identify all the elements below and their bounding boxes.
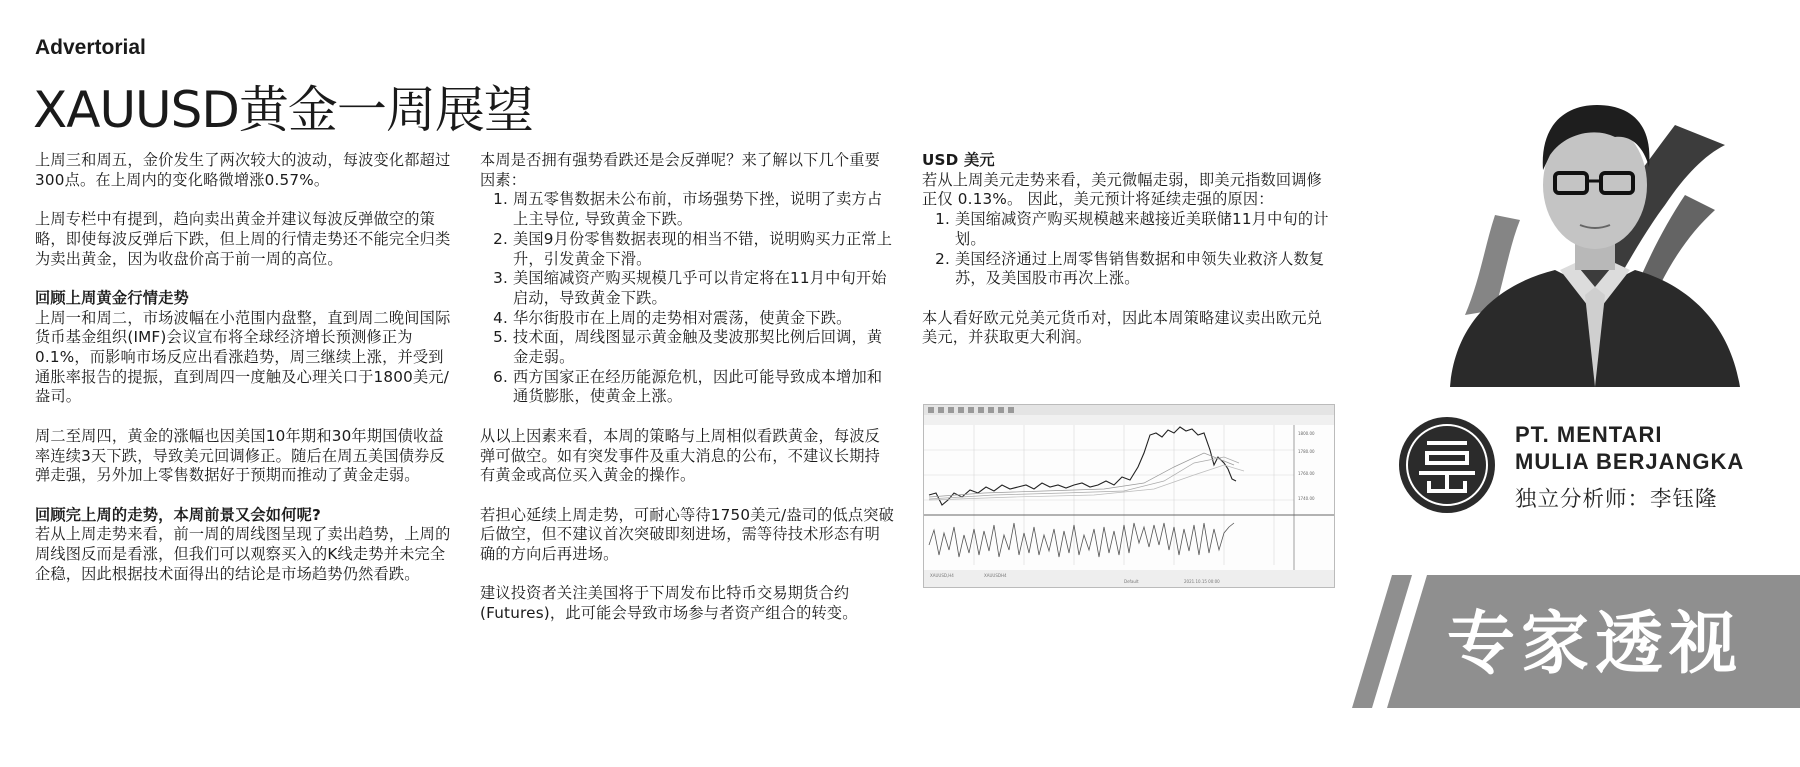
trading-chart-image (923, 404, 1335, 588)
article-column-3 (922, 151, 1337, 368)
advertorial-tag: Advertorial (35, 36, 146, 59)
paragraph: 若担心延续上周走势，可耐心等待1750美元/盎司的低点突破后做空，但不建议首次突破即刻进场，需等待技术形态有明确的方向后再进场。 (480, 505, 895, 564)
expert-banner-label: 专家透视 (1447, 604, 1744, 684)
svg-text:XAUUSDH4: XAUUSDH4 (984, 573, 1007, 578)
article-column-2 (480, 151, 895, 644)
paragraph: 本人看好欧元兑美元货币对，因此本周策略建议卖出欧元兑美元，并获取更大利润。 (922, 308, 1323, 347)
paragraph: 若从上周美元走势来看，美元微幅走弱，即美元指数回调修正仅 0.13%。 因此，美元预计将延续走强的原因： (922, 170, 1323, 209)
article-title: XAUUSD黄金一周展望 (33, 81, 533, 139)
company-name (1515, 421, 1744, 475)
svg-text:1780.00: 1780.00 (1298, 449, 1315, 454)
svg-text:2021.10.15 00:00: 2021.10.15 00:00 (1184, 579, 1220, 584)
reason-list (922, 210, 1337, 289)
paragraph: 上周一和周二，市场波幅在小范围内盘整，直到周二晚间国际货币基金组织(IMF)会议宣布将全球经济增长预测修正为 0.1%，而影响市场反应出看涨趋势，周三继续上涨，并受到通胀率报告的提振，直到周四一度触及心理关口于1800美元/盎司。 (35, 308, 451, 406)
paragraph: 本周是否拥有强势看跌还是会反弹呢？来了解以下几个重要因素： (480, 151, 881, 189)
paragraph: 周二至周四，黄金的涨幅也因美国10年期和30年期国债收益率连续3天下跌，导致美元回调修正。随后在周五美国债券反弹走强，另外加上零售数据好于预期而推动了黄金走弱。 (35, 426, 445, 485)
svg-text:Default: Default (1124, 579, 1139, 584)
analyst-name: 独立分析师：李钰隆 (1515, 487, 1718, 512)
list-item: 2. 美国经济通过上周零售销售数据和申领失业救济人数复苏，及美国股市再次上涨。 (955, 250, 1337, 289)
list-item: 4. 华尔街股市在上周的走势相对震荡，使黄金下跌。 (513, 309, 895, 329)
paragraph: 上周三和周五，金价发生了两次较大的波动，每波变化都超过300点。在上周内的变化略微增涨0.57%。 (35, 151, 451, 189)
paragraph: 若从上周走势来看，前一周的周线图呈现了卖出趋势，上周的周线图反而是看涨，但我们可以观察买入的K线走势并未完全企稳，因此根据技术面得出的结论是市场趋势仍然看跌。 (35, 525, 451, 583)
svg-text:1740.00: 1740.00 (1298, 496, 1315, 501)
analyst-photo (1425, 55, 1755, 387)
svg-text:1800.00: 1800.00 (1298, 431, 1315, 436)
article-column-1 (35, 151, 451, 604)
company-logo-icon (1397, 415, 1497, 515)
svg-text:XAUUSD,H4: XAUUSD,H4 (930, 573, 954, 578)
company-name-line: MULIA BERJANGKA (1515, 449, 1745, 474)
list-item: 5. 技术面，周线图显示黄金触及斐波那契比例后回调，黄金走弱。 (513, 328, 895, 367)
section-heading: 回顾完上周的走势，本周前景又会如何呢? (35, 505, 321, 524)
factor-list (480, 190, 895, 407)
list-item: 1. 美国缩减资产购买规模越来越接近美联储11月中旬的计划。 (955, 210, 1337, 249)
list-item: 6. 西方国家正在经历能源危机，因此可能导致成本增加和通货膨胀，使黄金上涨。 (513, 368, 895, 407)
svg-text:1760.00: 1760.00 (1298, 471, 1315, 476)
paragraph: 从以上因素来看，本周的策略与上周相似看跌黄金，每波反弹可做空。如有突发事件及重大消息的公布，不建议长期持有黄金或高位买入黄金的操作。 (480, 426, 881, 485)
section-heading: USD 美元 (922, 151, 995, 169)
list-item: 2. 美国9月份零售数据表现的相当不错，说明购买力正常上升，引发黄金下滑。 (513, 230, 895, 269)
section-heading: 回顾上周黄金行情走势 (35, 288, 189, 307)
paragraph: 上周专栏中有提到，趋向卖出黄金并建议每波反弹做空的策略，即使每波反弹后下跌，但上周的行情走势还不能完全归类为卖出黄金，因为收盘价高于前一周的高位。 (35, 210, 451, 268)
list-item: 3. 美国缩减资产购买规模几乎可以肯定将在11月中旬开始启动，导致黄金下跌。 (513, 269, 895, 308)
company-name-line: PT. MENTARI (1515, 422, 1663, 447)
paragraph: 建议投资者关注美国将于下周发布比特币交易期货合约(Futures)，此可能会导致市场参与者资产组合的转变。 (480, 584, 858, 623)
list-item: 1. 周五零售数据未公布前，市场强势下挫，说明了卖方占上主导位, 导致黄金下跌。 (513, 190, 895, 229)
